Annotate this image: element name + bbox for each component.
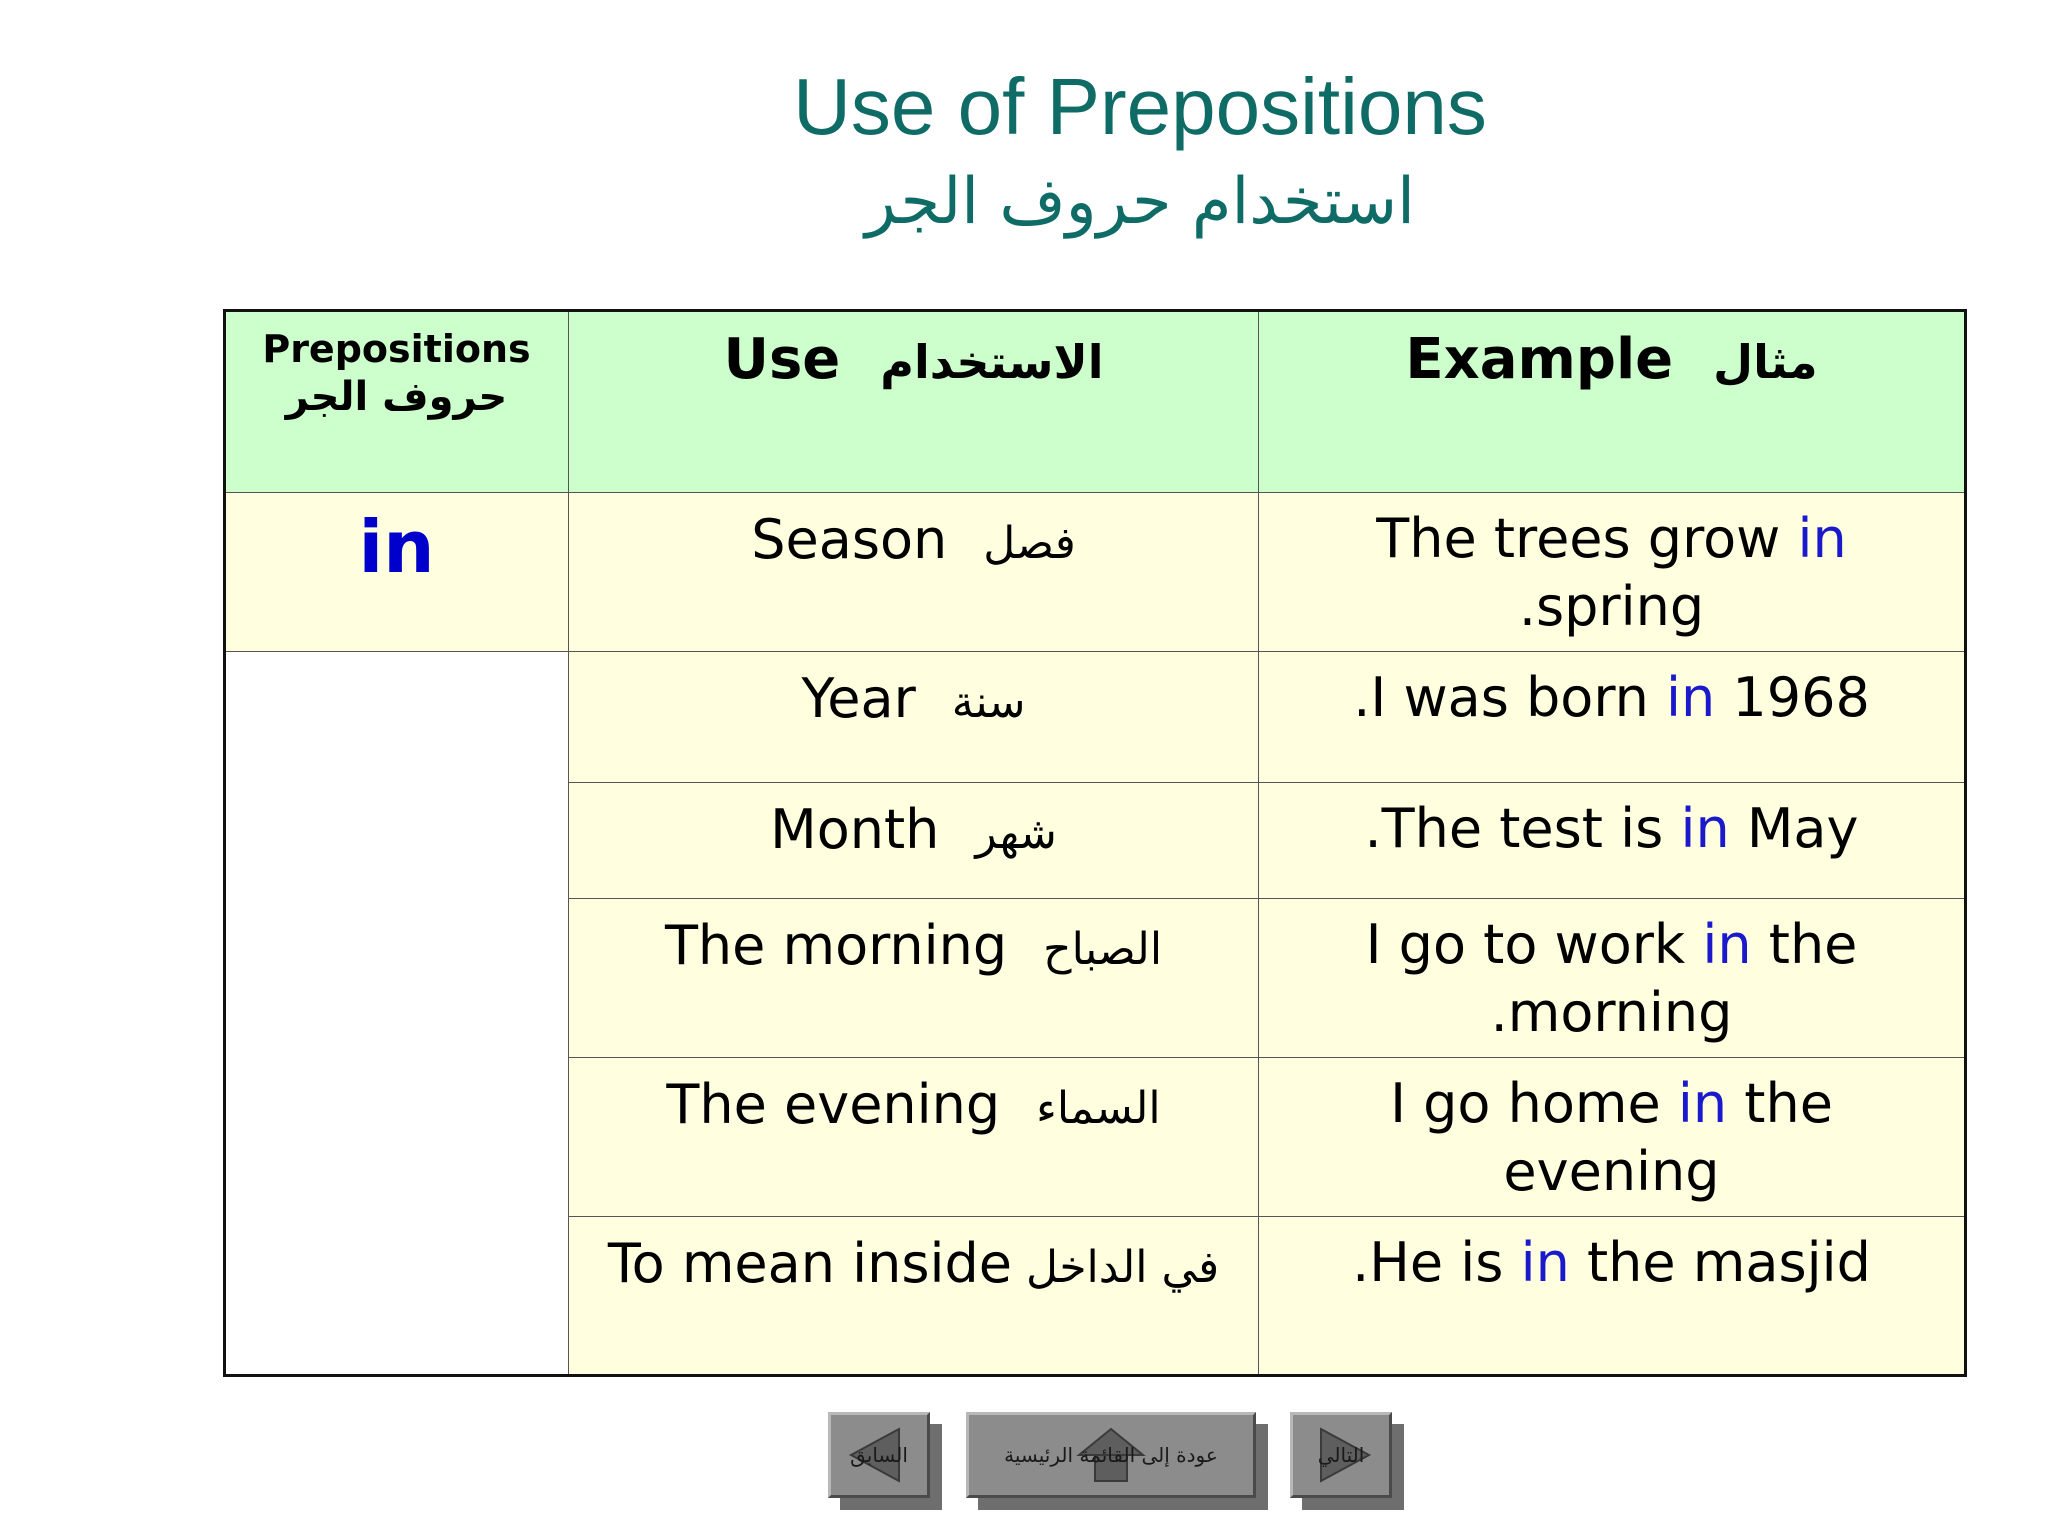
main-menu-button[interactable] [966, 1412, 1256, 1498]
example-keyword: in [1520, 1231, 1570, 1294]
use-cell [569, 783, 1259, 899]
example-cell [1259, 1217, 1965, 1375]
page-title: Use of Prepositions [793, 62, 1487, 151]
example-cell [1259, 493, 1965, 652]
example-text: I go to work [1365, 913, 1703, 976]
use-ar: في الداخل [1026, 1242, 1220, 1293]
example-text: May [1729, 797, 1859, 860]
use-en: The evening [666, 1073, 1001, 1136]
example-cell [1259, 1058, 1965, 1217]
example-keyword: in [1677, 1072, 1728, 1135]
page-subtitle: استخدام حروف الجر [865, 165, 1415, 239]
example-text: I go home [1390, 1072, 1678, 1135]
example-cell [1259, 899, 1965, 1058]
preposition-cell [225, 493, 569, 652]
use-ar: فصل [983, 518, 1076, 569]
header-use [569, 311, 1259, 493]
header-use-ar: الاستخدام [880, 335, 1104, 389]
example-text: the evening [1503, 1072, 1833, 1203]
example-text: .He is [1352, 1231, 1521, 1294]
example-keyword: in [1797, 507, 1847, 570]
example-keyword: in [1680, 797, 1730, 860]
use-cell [569, 493, 1259, 652]
example-text: .The test is [1364, 797, 1681, 860]
prepositions-table [224, 310, 1965, 1375]
example-keyword: in [1665, 666, 1716, 729]
table-row [225, 493, 1965, 652]
table-header-row [225, 311, 1965, 493]
header-use-en: Use [723, 327, 841, 392]
use-en: The morning [664, 914, 1008, 977]
use-cell [569, 1058, 1259, 1217]
example-text: 1968 [1715, 666, 1870, 729]
use-ar: سنة [951, 677, 1026, 728]
example-text: The trees grow [1376, 507, 1798, 570]
next-button-label: التالي [1317, 1443, 1365, 1467]
example-cell [1259, 783, 1965, 899]
header-prepositions-ar: حروف الجر [285, 374, 508, 420]
table-row [225, 652, 1965, 783]
example-keyword: in [1702, 913, 1752, 976]
header-example-en: Example [1405, 327, 1674, 392]
use-cell [569, 1217, 1259, 1375]
use-ar: السماء [1036, 1083, 1161, 1134]
use-cell [569, 899, 1259, 1058]
example-text: .spring [1518, 575, 1705, 638]
use-en: Year [801, 667, 916, 730]
use-ar: شهر [975, 808, 1057, 859]
example-text: .I was born [1353, 666, 1666, 729]
next-button[interactable] [1290, 1412, 1392, 1498]
use-en: Season [751, 508, 948, 571]
use-en: To mean inside [607, 1232, 1012, 1295]
previous-button-label: السابق [850, 1443, 908, 1467]
header-example [1259, 311, 1965, 493]
use-cell [569, 652, 1259, 783]
header-prepositions-en: Prepositions [262, 327, 531, 371]
header-prepositions [225, 311, 569, 493]
example-cell [1259, 652, 1965, 783]
use-ar: الصباح [1043, 924, 1163, 975]
example-text: the .morning [1490, 913, 1858, 1044]
main-menu-button-label: عودة إلى القائمة الرئيسية [1004, 1443, 1218, 1467]
header-example-ar: مثال [1713, 335, 1818, 389]
use-en: Month [770, 798, 940, 861]
preposition-value: in [358, 505, 435, 589]
preposition-cell-empty [225, 652, 569, 1375]
example-text: the masjid [1569, 1231, 1871, 1294]
previous-button[interactable] [828, 1412, 930, 1498]
